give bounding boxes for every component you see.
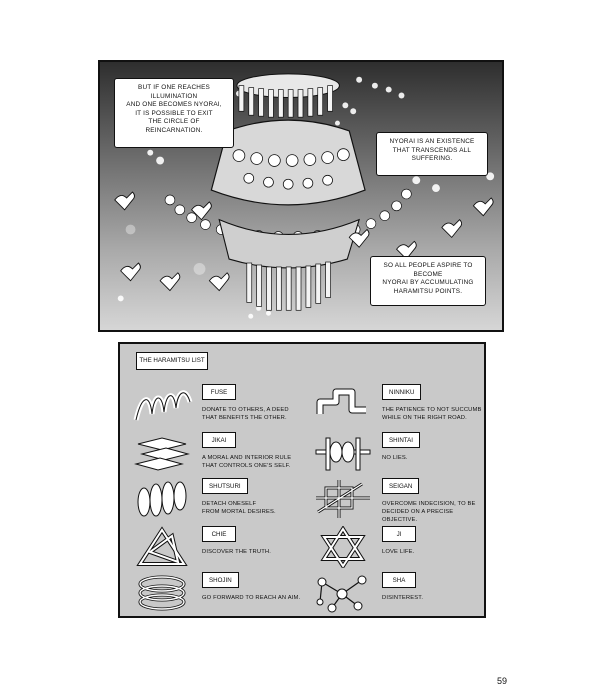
description-line: A MORAL AND INTERIOR RULE [202,455,292,461]
speech-bubble-nyorai [376,132,488,176]
bubble-line: BUT IF ONE REACHES ILLUMINATION [137,84,210,100]
haramitsu-description [382,406,486,422]
bubble-line: HARAMITSU POINTS. [393,287,463,295]
bubble-line: IT IS POSSIBLE TO EXIT [135,109,213,117]
haramitsu-description [202,548,310,556]
bubble-line: THE CIRCLE OF REINCARNATION. [145,118,203,134]
description-line: GO FORWARD TO REACH AN AIM. [202,595,301,601]
triangle-knot-icon [132,526,194,568]
haramitsu-label: SEIGAN [382,478,419,494]
molecule-icon [312,572,374,614]
haramitsu-description [202,594,310,602]
description-line: DETACH ONESELF [202,501,257,507]
description-line: THE PATIENCE TO NOT SUCCUMB [382,407,482,413]
description-line: NO LIES. [382,455,408,461]
bubble-line: AND ONE BECOMES NYORAI, [126,101,222,109]
description-line: DISINTEREST. [382,595,424,601]
lattice-cube-icon [312,478,374,520]
disc-stack-icon [132,478,194,520]
bubble-line: SO ALL PEOPLE ASPIRE TO BECOME [383,262,473,278]
bubble-line: NYORAI IS AN EXISTENCE [389,138,475,145]
haramitsu-description [202,500,310,516]
description-line: WHILE ON THE RIGHT ROAD. [382,415,467,421]
description-line: THAT CONTROLS ONE'S SELF. [202,463,291,469]
haramitsu-label: NINNIKU [382,384,421,400]
haramitsu-description [382,500,486,524]
stacked-plates-icon [132,432,194,474]
description-line: OVERCOME INDECISION, TO BE [382,501,476,507]
haramitsu-label: SHOJIN [202,572,239,588]
page-number: 59 [497,676,508,686]
haramitsu-description [382,594,486,602]
description-line: FROM MORTAL DESIRES. [202,509,276,515]
haramitsu-label: JI [382,526,416,542]
speech-bubble-haramitsu-points [370,256,486,306]
bubble-line: NYORAI BY ACCUMULATING [382,279,474,287]
haramitsu-description [382,454,486,462]
haramitsu-label: SHINTAI [382,432,420,448]
haramitsu-description [202,406,310,422]
haramitsu-description [382,548,486,556]
description-line: DISCOVER THE TRUTH. [202,549,271,555]
haramitsu-label: FUSE [202,384,236,400]
description-line: THAT BENEFITS THE OTHER. [202,415,287,421]
top-panel [98,60,504,332]
bubble-line: THAT TRANSCENDS ALL SUFFERING. [392,146,472,163]
haramitsu-label: SHA [382,572,416,588]
description-line: DONATE TO OTHERS, A DEED [202,407,289,413]
haramitsu-list-panel [118,342,486,618]
haramitsu-label: JIKAI [202,432,236,448]
coil-rings-icon [132,572,194,614]
spiral-ribbon-icon [132,384,194,426]
haramitsu-label: CHIE [202,526,236,542]
haramitsu-description [202,454,310,470]
bent-tube-icon [312,384,374,426]
hexagram-icon [312,526,374,568]
haramitsu-label: SHUTSURI [202,478,248,494]
speech-bubble-illumination [114,78,234,148]
description-line: DECIDED ON A PRECISE OBJECTIVE. [382,509,454,523]
description-line: LOVE LIFE. [382,549,415,555]
cylinder-rods-icon [312,432,374,474]
haramitsu-list-title: THE HARAMITSU LIST [136,352,208,370]
